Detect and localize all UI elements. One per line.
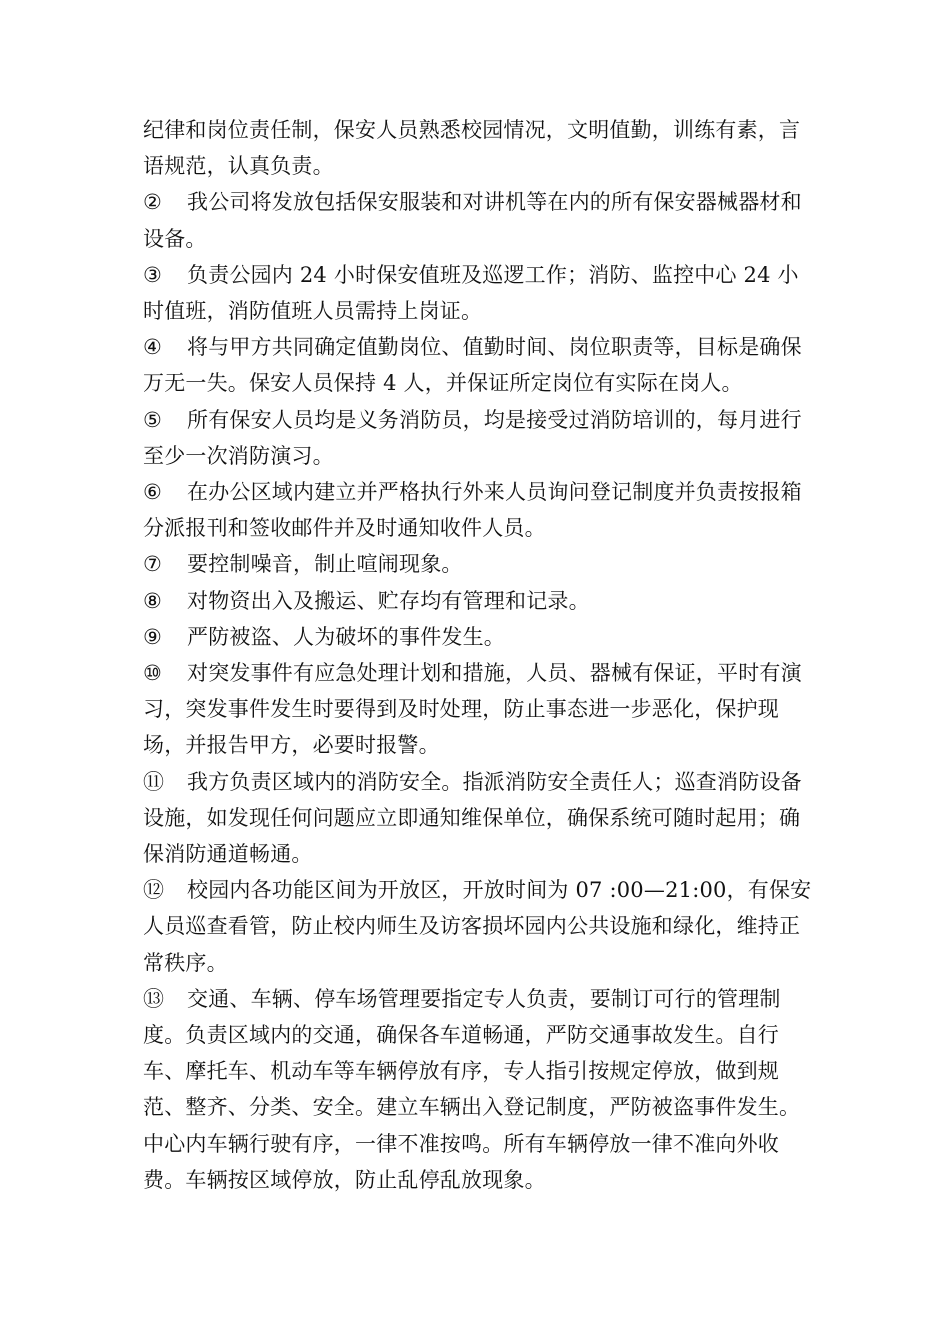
item-number: ⑦ [143,552,163,577]
paragraph-text: 交通、车辆、停车场管理要指定专人负责，要制订可行的管理制度。负责区域内的交通，确保各车道畅通，严防交通事故发生。自行车、摩托车、机动车等车辆停放有序，专人指引按规定停放，做到规范、整齐、分类、安全。建立车辆出入登记制度，严防被盗事件发生。中心内车辆行驶有序，一律不准按鸣。所有车辆停放一律不准向外收费。车辆按区域停放，防止乱停乱放现象。 [143,986,801,1192]
paragraph-11 [143,764,815,873]
paragraph-7 [143,546,815,582]
paragraph-1 [143,112,815,184]
item-number: ⑫ [143,878,165,903]
item-number: ⑤ [143,407,163,432]
item-number: ⑨ [143,624,163,649]
paragraph-text: 我公司将发放包括保安服装和对讲机等在内的所有保安器械器材和设备。 [143,190,802,251]
paragraph-3 [143,257,815,329]
item-number: ② [143,190,163,215]
paragraph-text: 在办公区域内建立并严格执行外来人员询问登记制度并负责按报箱分派报刊和签收邮件并及时通知收件人员。 [143,480,802,541]
document-body [143,112,815,1198]
paragraph-text: 负责公园内 24 小时保安值班及巡逻工作；消防、监控中心 24 小时值班，消防值班人员需持上岗证。 [143,262,799,324]
paragraph-text: 所有保安人员均是义务消防员，均是接受过消防培训的，每月进行至少一次消防演习。 [143,407,802,468]
paragraph-text: 对突发事件有应急处理计划和措施，人员、器械有保证，平时有演习，突发事件发生时要得到及时处理，防止事态进一步恶化，保护现场，并报告甲方，必要时报警。 [143,661,802,758]
paragraph-text: 要控制噪音，制止喧闹现象。 [187,552,463,577]
paragraph-2 [143,184,815,256]
paragraph-5 [143,402,815,474]
paragraph-13 [143,981,815,1198]
paragraph-text: 纪律和岗位责任制，保安人员熟悉校园情况，文明值勤，训练有素，言语规范，认真负责。 [143,118,801,179]
item-number: ③ [143,262,163,287]
item-number: ⑬ [143,986,165,1011]
item-number: ⑩ [143,661,163,686]
item-number: ⑧ [143,588,163,613]
paragraph-text: 严防被盗、人为破坏的事件发生。 [187,624,505,649]
paragraph-text: 校园内各功能区间为开放区，开放时间为 07 :00—21:00，有保安人员巡查看管，防止校内师生及访客损坏园内公共设施和绿化，维持正常秩序。 [143,878,812,975]
paragraph-4 [143,329,815,401]
item-number: ⑪ [143,769,165,794]
paragraph-8 [143,583,815,619]
paragraph-10 [143,655,815,764]
paragraph-text: 将与甲方共同确定值勤岗位、值勤时间、岗位职责等，目标是确保万无一失。保安人员保持 4 人，并保证所定岗位有实际在岗人。 [143,335,802,396]
paragraph-6 [143,474,815,546]
paragraph-text: 我方负责区域内的消防安全。指派消防安全责任人；巡查消防设备设施，如发现任何问题应立即通知维保单位，确保系统可随时起用；确保消防通道畅通。 [143,769,802,867]
item-number: ⑥ [143,480,163,505]
item-number: ④ [143,335,163,360]
paragraph-12 [143,872,815,981]
paragraph-text: 对物资出入及搬运、贮存均有管理和记录。 [187,588,590,613]
paragraph-9 [143,619,815,655]
